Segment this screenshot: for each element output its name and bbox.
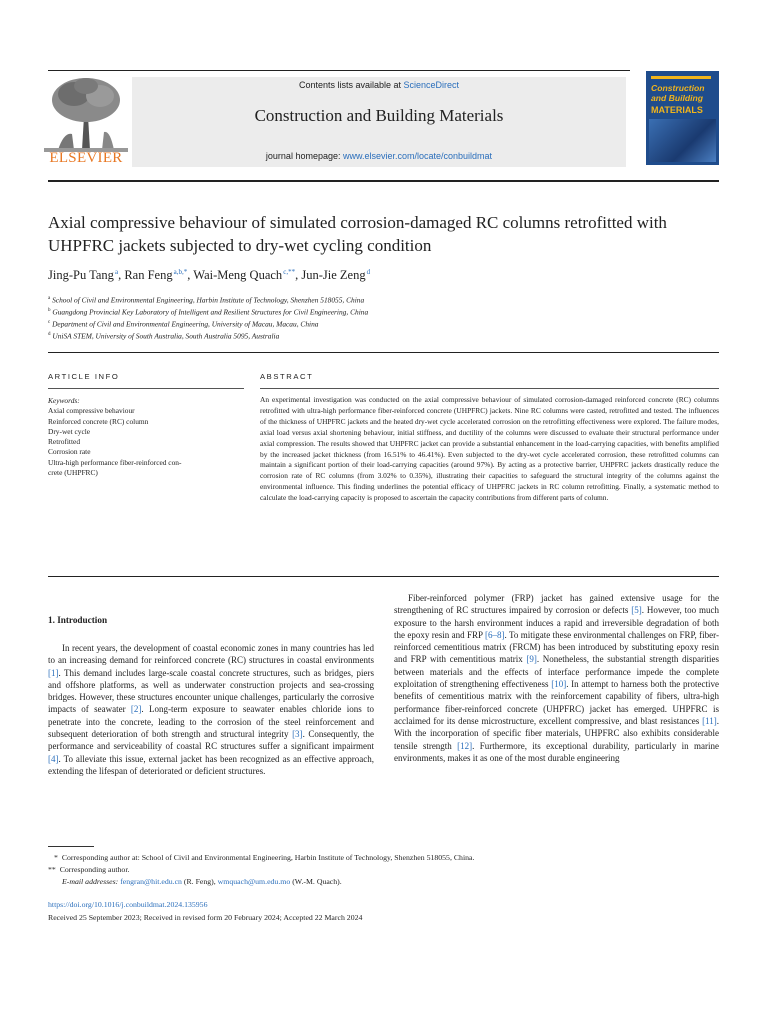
citation-link[interactable]: [2] — [130, 704, 142, 715]
citation-link[interactable]: [6–8] — [485, 629, 505, 640]
footnote-text: Corresponding author at: School of Civil and Environmental Engineering, Harbin Institute of Technology, Shenzhen 518055, China. — [61, 853, 475, 862]
author-affil-sup[interactable]: c,** — [283, 268, 296, 276]
intro-left-column — [48, 642, 374, 777]
intro-right-column — [394, 592, 719, 764]
article-title: Axial compressive behaviour of simulated corrosion-damaged RC columns retrofitted with UHPFRC jackets subjected to dry-wet cycling condition — [48, 213, 667, 255]
paragraph-text: . Consequently, the performance and serviceability of coastal RC structures suffer a significant impairment — [48, 729, 374, 752]
header-bottom-rule — [48, 180, 719, 182]
paragraph-text: . To mitigate these environmental challenges on FRP, fiber-reinforced cementitious matrix (FRCM) has been introduced by substituting epoxy resin and FRP with cementitious matrix — [394, 629, 719, 665]
header-top-rule — [48, 70, 630, 71]
footnote-mark: * — [54, 853, 58, 862]
author-affil-sup[interactable]: a,b,* — [173, 268, 188, 276]
email-owner: (R. Feng), — [181, 877, 218, 886]
cover-title — [651, 83, 717, 103]
affiliation-sup: d — [48, 332, 51, 338]
citation-link[interactable]: [9] — [526, 654, 537, 665]
footnote-text: Corresponding author. — [59, 865, 130, 874]
keyword-item: Axial compressive behaviour — [48, 406, 135, 416]
info-top-rule — [48, 352, 719, 353]
email-link[interactable]: wmquach@um.edu.mo — [217, 877, 291, 886]
footnote-mark: ** — [48, 865, 56, 874]
affiliation-text: Guangdong Provincial Key Laboratory of Intelligent and Resilient Structures for Civil Engineering, China — [52, 307, 369, 317]
tree-icon — [44, 72, 128, 152]
cover-image — [649, 119, 716, 162]
citation-link[interactable]: [3] — [292, 729, 303, 740]
citation-link[interactable]: [10] — [551, 679, 567, 690]
affiliation-sup: c — [48, 320, 51, 326]
abstract-bottom-rule — [48, 576, 719, 577]
paragraph-text: . With the incorporation of specific fiber materials, UHPFRC also exhibits considerable tensile strength — [394, 715, 719, 751]
keyword-item: crete (UHPFRC) — [48, 468, 98, 478]
affiliation-item — [48, 330, 728, 342]
paragraph-text: . Nonetheless, the substantial strength disparities between materials and the effects of interface performance impede the complete exploitation of strengthening effectiveness — [394, 654, 719, 690]
keyword-item: Reinforced concrete (RC) column — [48, 416, 149, 426]
affiliations — [48, 294, 728, 342]
citation-link[interactable]: [12] — [457, 740, 473, 751]
keywords-label: Keywords: — [48, 396, 80, 405]
cover-bar — [651, 76, 711, 79]
article-info-heading: ARTICLE INFO — [48, 372, 120, 381]
footnote-rule — [48, 846, 94, 847]
abstract-text: An experimental investigation was conducted on the axial compressive behaviour of simulated corrosion-damaged reinforced concrete (RC) columns retrofitted with ultra-high performance fiber-reinforced concrete (UHPFRC) jackets. Nine RC columns were casted, retrofitted and tested. The influences of the thickness of UHPFRC jackets and the heated dry-wet cycle accelerated corrosion on the retrofitting effectiveness were explored. The failure modes, axial load versus axial shortening behaviour, initial stiffness, and ductility of the columns were discussed to evaluate their structural performance under axial compression. The results showed that UHPFRC jacket can provide a substantial enhancement in the load-carrying capacities, with benefits amplified by the increased jacket thickness (from 16.51% to 46.41%). Even subjected to the dry-wet cycle accelerated corrosion, these retrofitted columns can maintain a significant portion of their load-carrying capacities (around 97%). By acting as a protective barrier, UHPFRC jackets drastically reduce the corrosion rate of RC columns (from 3.02% to 0.35%), illustrating their capacities to safeguard the structural integrity of the columns against the environmental influence. This finding underlines the potential efficacy of UHPFRC jackets in RC column retrofitting. Finally, a systematic method to calculate the load-carrying capacity is proposed to ascertain the capacity contributions from different parts of column. — [260, 395, 719, 503]
homepage-prefix: journal homepage: — [265, 151, 343, 161]
paragraph-text: . Furthermore, its exceptional durability, particularly in marine environments, makes it as one of the most durable engineering — [394, 740, 719, 763]
publisher-name: ELSEVIER — [49, 150, 123, 166]
footnote-emails — [48, 875, 728, 888]
info-head-rule — [48, 388, 244, 389]
email-link[interactable]: fengran@hit.edu.cn — [120, 877, 182, 886]
paragraph-text: In recent years, the development of coastal economic zones in many countries has led to an increasing demand for reinforced concrete (RC) structures in coastal environments — [48, 643, 374, 666]
footnotes — [48, 851, 728, 888]
author-affil-sup[interactable]: a — [114, 268, 119, 276]
paragraph-text: . Long-term exposure to seawater enables chloride ions to penetrate into the concrete, leading to the corrosion of the steel reinforcement and subsequent deterioration of both strength and structural integrity — [48, 704, 375, 740]
cover-title-line1: Construction — [651, 83, 705, 93]
author-name[interactable]: Ran Feng — [124, 268, 173, 283]
author-name[interactable]: Wai-Meng Quach — [193, 268, 283, 283]
contents-line — [132, 80, 626, 90]
journal-cover — [646, 71, 719, 165]
affiliation-text: School of Civil and Environmental Engineering, Harbin Institute of Technology, Shenzhen 518055, China — [52, 295, 365, 305]
cover-title-line2: and Building — [651, 93, 704, 103]
keyword-item: Retrofitted — [48, 437, 81, 447]
elsevier-logo — [44, 72, 128, 168]
affiliation-item — [48, 306, 728, 318]
paragraph-text: . This demand includes large-scale coastal concrete structures, such as bridges, piers and offshore platforms, as well as underwater construction projects and sea-crossing bridges. However, these structures encounter unique challenges, particularly the corrosive impacts of seawater — [48, 667, 374, 715]
abstract-head-rule — [260, 388, 719, 389]
author-name[interactable]: Jun-Jie Zeng — [301, 268, 366, 283]
email-owner: (W.-M. Quach). — [290, 877, 342, 886]
section-heading-introduction: 1. Introduction — [48, 615, 108, 625]
affiliation-sup: b — [48, 308, 51, 314]
paragraph-text: . In attempt to harness both the protective benefits of cementitious matrix with the reinforcement capability of fibers, ultra-high performance fiber-reinforced concrete (UHPFRC) jacket has emerged. UHPFRC is acclaimed for its dense microstructure, excellent compressive, and blast resistances — [394, 679, 719, 726]
paragraph-text: . However, too much exposure to the harsh environment induces a rapid and irreversible degradation of both the epoxy resin and FRP — [394, 605, 719, 640]
author-name[interactable]: Jing-Pu Tang — [48, 268, 114, 283]
paragraph-text: . To alleviate this issue, external jacket has been recognized as an effective approach, extending the lifespan of deteriorated or deficient structures. — [48, 753, 374, 776]
author-list: Jing-Pu Tang $^a$, Ran Feng $^{a,b,*}$, Wai-Meng Quach $^{c,**}$, Jun-Jie Zeng $^d$ — [48, 268, 371, 283]
citation-link[interactable]: [4] — [48, 753, 59, 764]
citation-link[interactable]: [11] — [702, 715, 717, 726]
keyword-item: Dry-wet cycle — [48, 426, 91, 436]
doi-link[interactable]: https://doi.org/10.1016/j.conbuildmat.2024.135956 — [48, 900, 208, 909]
abstract-heading: ABSTRACT — [260, 372, 314, 381]
email-label: E-mail addresses: — [62, 877, 119, 886]
keywords-list — [48, 396, 248, 478]
article-dates: Received 25 September 2023; Received in revised form 20 February 2024; Accepted 22 March 2024 — [48, 913, 363, 922]
affiliation-item — [48, 318, 728, 330]
homepage-line — [132, 151, 626, 161]
keyword-item: Ultra-high performance fiber-reinforced con- — [48, 457, 182, 467]
journal-title: Construction and Building Materials — [254, 106, 504, 125]
sciencedirect-link[interactable]: ScienceDirect — [403, 80, 460, 90]
keyword-item: Corrosion rate — [48, 447, 91, 457]
cover-title-line3: MATERIALS — [651, 105, 703, 115]
citation-link[interactable]: [5] — [631, 605, 642, 616]
affiliation-text: Department of Civil and Environmental Engineering, University of Macau, Macau, China — [52, 319, 319, 329]
citation-link[interactable]: [1] — [48, 667, 59, 678]
homepage-link[interactable]: www.elsevier.com/locate/conbuildmat — [342, 151, 493, 161]
contents-prefix: Contents lists available at — [298, 80, 404, 90]
paragraph-text: Fiber-reinforced polymer (FRP) jacket has gained extensive usage for the strengthening of RC structures impaired by corrosion or defects — [394, 593, 719, 616]
affiliation-text: UniSA STEM, University of South Australia, South Australia 5095, Australia — [52, 331, 280, 341]
affiliation-item — [48, 294, 728, 306]
affiliation-sup: a — [48, 296, 51, 301]
author-affil-sup[interactable]: d — [366, 268, 371, 276]
